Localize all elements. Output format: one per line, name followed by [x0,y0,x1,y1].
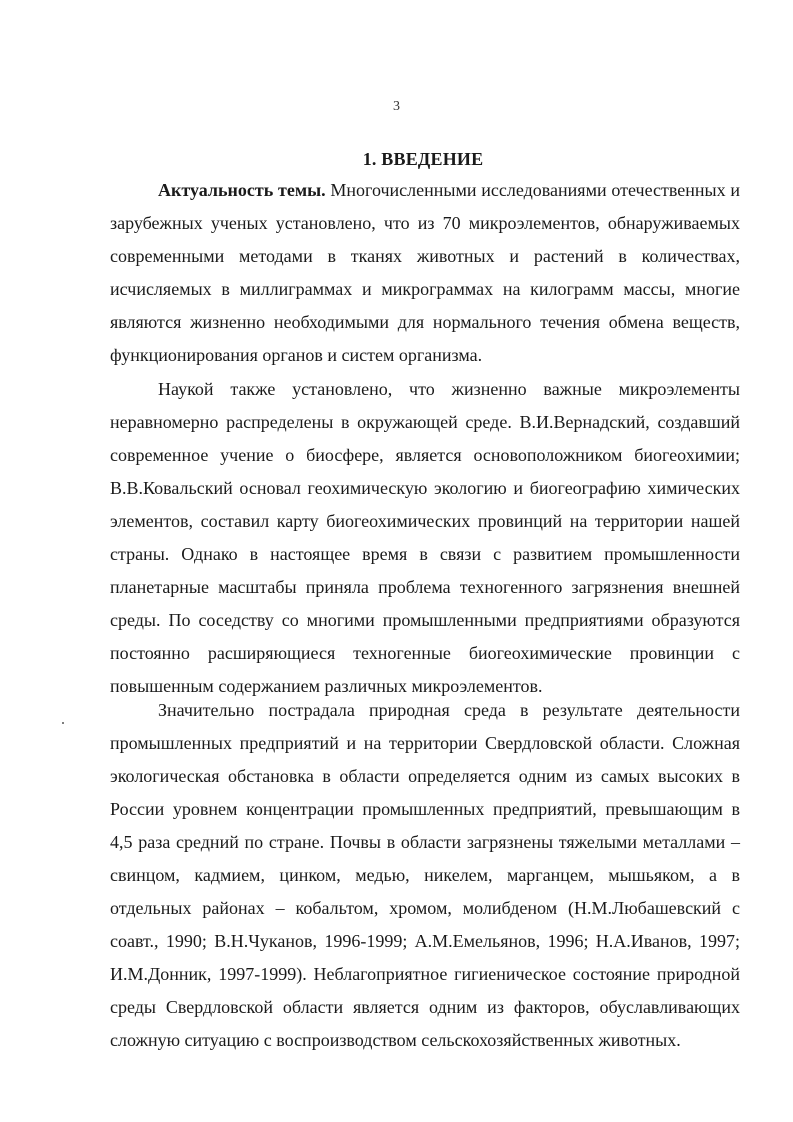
paragraph-sverdlovsk: Значительно пострадала природная среда в результате деятельности промышленных предприятий и на территории Свердловской области. Сложная экологическая обстановка в области определяется одним из самых высоких в России уровнем концентрации промышленных предприятий, превышающим в 4,5 раза средний по стране. Почвы в области загрязнены тяжелыми металлами – свинцом, кадмием, цинком, медью, никелем, марганцем, мышьяком, а в отдельных районах – кобальтом, хромом, молибденом (Н.М.Любашевский с соавт., 1990; В.Н.Чуканов, 1996-1999; А.М.Емельянов, 1996; Н.А.Иванов, 1997; И.М.Донник, 1997-1999). Неблагоприятное гигиеническое состояние природной среды Свердловской области является одним из факторов, обуславливающих сложную ситуацию с воспроизводством сельскохозяйственных животных. [110,700,740,1050]
page-number: 3 [393,99,400,114]
section-heading: 1. ВВЕДЕНИЕ [362,149,484,169]
scan-speck [62,722,64,724]
paragraph-relevance [110,174,740,372]
paragraph-microelements: Наукой также установлено, что жизненно важные микроэлементы неравномерно распределены в окружающей среде. В.И.Вернадский, создавший современное учение о биосфере, является основоположником биогеохимии; В.В.Ковальский основал геохимическую экологию и биогеографию химических элементов, составил карту биогеохимических провинций на территории нашей страны. Однако в настоящее время в связи с развитием промышленности планетарные масштабы приняла проблема техногенного загрязнения внешней среды. По соседству со многими промышленными предприятиями образуются постоянно расширяющиеся техногенные биогеохимические провинции с повышенным содержанием различных микроэлементов. [110,379,740,696]
paragraph-lead-bold: Актуальность темы. [158,180,326,200]
paragraph-relevance-text: Многочисленными исследованиями отечественных и зарубежных ученых установлено, что из 70 микроэлементов, обнаруживаемых современными методами в тканях животных и растений в количествах, исчисляемых в миллиграммах и микрограммах на килограмм массы, многие являются жизненно необходимыми для нормального течения обмена веществ, функционирования органов и систем организма. [110,180,740,365]
